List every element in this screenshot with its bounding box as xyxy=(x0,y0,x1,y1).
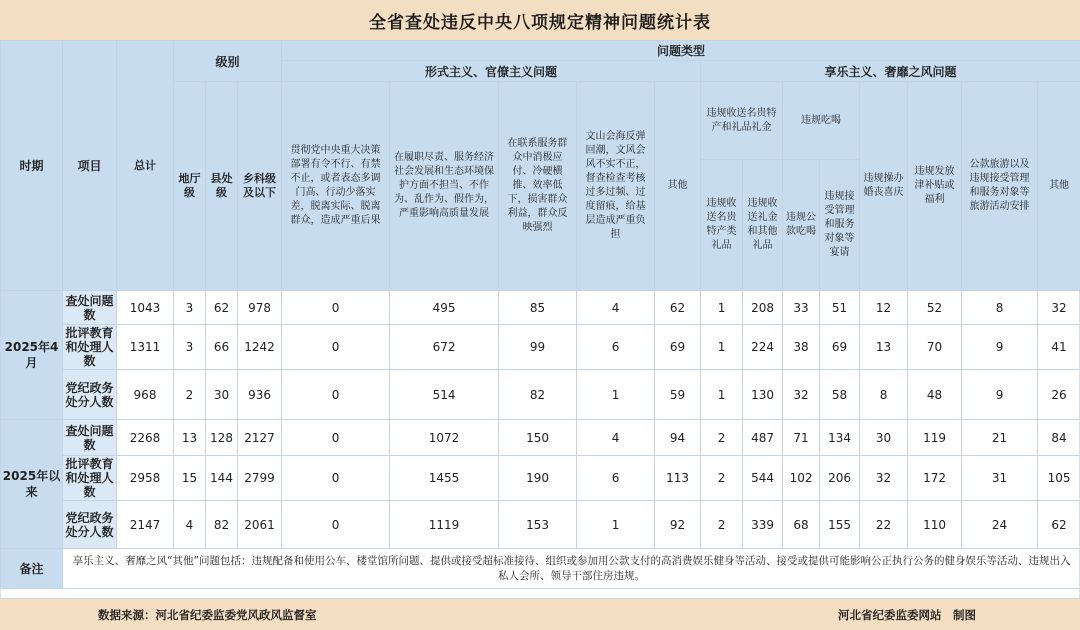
header-gift: 违规收送名贵特产和礼品礼金 xyxy=(701,82,783,160)
table-cell: 1455 xyxy=(390,456,499,501)
table-cell: 339 xyxy=(743,501,783,549)
table-cell: 12 xyxy=(860,291,908,325)
table-cell: 69 xyxy=(655,325,701,370)
header-formalism-2: 在履职尽责、服务经济社会发展和生态环境保护方面不担当、不作为、乱作为、假作为，严重影响高质量发展 xyxy=(390,82,499,291)
table-cell: 153 xyxy=(499,501,577,549)
table-cell: 2147 xyxy=(117,501,174,549)
table-cell: 110 xyxy=(908,501,962,549)
table-cell: 1043 xyxy=(117,291,174,325)
table-cell: 208 xyxy=(743,291,783,325)
header-level-xc: 县处级 xyxy=(206,82,238,291)
table-cell: 155 xyxy=(820,501,860,549)
table-cell: 2 xyxy=(701,501,743,549)
table-cell: 0 xyxy=(282,501,390,549)
table-cell: 224 xyxy=(743,325,783,370)
table-cell: 58 xyxy=(820,370,860,420)
header-problem-type: 问题类型 xyxy=(282,41,1080,61)
header-travel: 公款旅游以及违规接受管理和服务对象等旅游活动安排 xyxy=(962,82,1038,291)
table-cell: 4 xyxy=(174,501,206,549)
table-cell: 968 xyxy=(117,370,174,420)
header-period: 时期 xyxy=(1,41,63,291)
table-cell: 70 xyxy=(908,325,962,370)
table-cell: 9 xyxy=(962,325,1038,370)
table-cell: 8 xyxy=(860,370,908,420)
header-formalism-3: 在联系服务群众中消极应付、冷硬横推、效率低下，损害群众利益，群众反映强烈 xyxy=(499,82,577,291)
table-cell: 134 xyxy=(820,420,860,456)
table-cell: 936 xyxy=(238,370,282,420)
header-formalism: 形式主义、官僚主义问题 xyxy=(282,61,701,82)
table-cell: 6 xyxy=(577,456,655,501)
header-hedonism-other: 其他 xyxy=(1038,82,1080,291)
table-cell: 105 xyxy=(1038,456,1080,501)
table-cell: 1119 xyxy=(390,501,499,549)
table-cell: 150 xyxy=(499,420,577,456)
table-cell: 82 xyxy=(206,501,238,549)
note-text: 享乐主义、奢靡之风“其他”问题包括：违规配备和使用公车、楼堂馆所问题、提供或接受超标准接待、组织或参加用公款支付的高消费娱乐健身等活动、接受或提供可能影响公正执行公务的健身娱乐等活动、违规出入私人会所、领导干部住房违规。 xyxy=(63,549,1080,589)
table-cell: 6 xyxy=(577,325,655,370)
table-row xyxy=(1,291,1080,325)
table-cell: 13 xyxy=(174,420,206,456)
table-cell: 1 xyxy=(701,325,743,370)
table-cell: 68 xyxy=(783,501,820,549)
header-gift-b: 违规收送礼金和其他礼品 xyxy=(743,160,783,291)
table-cell: 544 xyxy=(743,456,783,501)
table-cell: 85 xyxy=(499,291,577,325)
table-cell: 0 xyxy=(282,325,390,370)
header-item: 项目 xyxy=(63,41,117,291)
table-cell: 8 xyxy=(962,291,1038,325)
table-cell: 9 xyxy=(962,370,1038,420)
period-label: 2025年4月 xyxy=(1,291,63,420)
page-title: 全省查处违反中央八项规定精神问题统计表 xyxy=(369,8,711,33)
table-cell: 978 xyxy=(238,291,282,325)
table-cell: 38 xyxy=(783,325,820,370)
table-cell: 30 xyxy=(860,420,908,456)
table-cell: 1311 xyxy=(117,325,174,370)
table-cell: 2268 xyxy=(117,420,174,456)
table-row xyxy=(1,501,1080,549)
table-cell: 4 xyxy=(577,420,655,456)
table-cell: 66 xyxy=(206,325,238,370)
table-cell: 1 xyxy=(701,370,743,420)
header-eat: 违规吃喝 xyxy=(783,82,860,160)
table-cell: 1 xyxy=(701,291,743,325)
table-cell: 24 xyxy=(962,501,1038,549)
table-cell: 2 xyxy=(174,370,206,420)
data-source: 数据来源：河北省纪委监委党风政风监督室 xyxy=(98,607,317,623)
period-label: 2025年以来 xyxy=(1,420,63,549)
row-label: 批评教育和处理人数 xyxy=(63,325,117,370)
table-cell: 1 xyxy=(577,370,655,420)
table-cell: 1 xyxy=(577,501,655,549)
footer-bar xyxy=(0,598,1080,630)
table-cell: 2958 xyxy=(117,456,174,501)
table-cell: 41 xyxy=(1038,325,1080,370)
table-cell: 0 xyxy=(282,456,390,501)
title-bar xyxy=(0,0,1080,41)
table-cell: 30 xyxy=(206,370,238,420)
table-cell: 3 xyxy=(174,325,206,370)
table-cell: 32 xyxy=(1038,291,1080,325)
header-level-xk: 乡科级及以下 xyxy=(238,82,282,291)
header-eat-b: 违规接受管理和服务对象等宴请 xyxy=(820,160,860,291)
table-cell: 31 xyxy=(962,456,1038,501)
table-cell: 71 xyxy=(783,420,820,456)
table-cell: 62 xyxy=(1038,501,1080,549)
table-cell: 190 xyxy=(499,456,577,501)
table-cell: 13 xyxy=(860,325,908,370)
table-cell: 130 xyxy=(743,370,783,420)
table-cell: 102 xyxy=(783,456,820,501)
statistics-table xyxy=(0,40,1080,589)
table-cell: 514 xyxy=(390,370,499,420)
table-cell: 1242 xyxy=(238,325,282,370)
table-cell: 487 xyxy=(743,420,783,456)
table-row xyxy=(1,420,1080,456)
header-formalism-1: 贯彻党中央重大决策部署有令不行、有禁不止，或者表态多调门高、行动少落实差，脱离实际、脱离群众，造成严重后果 xyxy=(282,82,390,291)
table-cell: 22 xyxy=(860,501,908,549)
table-cell: 59 xyxy=(655,370,701,420)
table-cell: 99 xyxy=(499,325,577,370)
row-label: 查处问题数 xyxy=(63,291,117,325)
row-label: 党纪政务处分人数 xyxy=(63,370,117,420)
header-formalism-4: 文山会海反弹回潮，文风会风不实不正，督查检查考核过多过频、过度留痕，给基层造成严重负担 xyxy=(577,82,655,291)
row-label: 党纪政务处分人数 xyxy=(63,501,117,549)
header-allowance: 违规发放津补贴或福利 xyxy=(908,82,962,291)
table-cell: 33 xyxy=(783,291,820,325)
table-cell: 144 xyxy=(206,456,238,501)
table-row xyxy=(1,370,1080,420)
table-cell: 172 xyxy=(908,456,962,501)
table-cell: 62 xyxy=(206,291,238,325)
table-cell: 1072 xyxy=(390,420,499,456)
row-label: 批评教育和处理人数 xyxy=(63,456,117,501)
table-cell: 69 xyxy=(820,325,860,370)
table-cell: 32 xyxy=(783,370,820,420)
table-cell: 2 xyxy=(701,456,743,501)
header-wedding: 违规操办婚丧喜庆 xyxy=(860,82,908,291)
table-cell: 51 xyxy=(820,291,860,325)
header-formalism-other: 其他 xyxy=(655,82,701,291)
row-label: 查处问题数 xyxy=(63,420,117,456)
header-gift-a: 违规收送名贵特产类礼品 xyxy=(701,160,743,291)
table-cell: 206 xyxy=(820,456,860,501)
table-cell: 62 xyxy=(655,291,701,325)
table-row xyxy=(1,325,1080,370)
note-row xyxy=(1,549,1080,589)
table-cell: 0 xyxy=(282,291,390,325)
header-level: 级别 xyxy=(174,41,282,82)
table-cell: 4 xyxy=(577,291,655,325)
table-cell: 48 xyxy=(908,370,962,420)
header-hedonism: 享乐主义、奢靡之风问题 xyxy=(701,61,1080,82)
table-cell: 82 xyxy=(499,370,577,420)
header-level-dt: 地厅级 xyxy=(174,82,206,291)
table-cell: 94 xyxy=(655,420,701,456)
table-cell: 21 xyxy=(962,420,1038,456)
table-cell: 32 xyxy=(860,456,908,501)
table-cell: 2799 xyxy=(238,456,282,501)
table-cell: 0 xyxy=(282,370,390,420)
table-cell: 0 xyxy=(282,420,390,456)
table-cell: 2 xyxy=(701,420,743,456)
table-cell: 2061 xyxy=(238,501,282,549)
table-cell: 128 xyxy=(206,420,238,456)
table-cell: 15 xyxy=(174,456,206,501)
note-label: 备注 xyxy=(1,549,63,589)
header-total: 总计 xyxy=(117,41,174,291)
table-cell: 672 xyxy=(390,325,499,370)
table-cell: 84 xyxy=(1038,420,1080,456)
table-cell: 119 xyxy=(908,420,962,456)
table-row xyxy=(1,456,1080,501)
header-eat-a: 违规公款吃喝 xyxy=(783,160,820,291)
table-cell: 26 xyxy=(1038,370,1080,420)
table-cell: 52 xyxy=(908,291,962,325)
table-cell: 113 xyxy=(655,456,701,501)
table-cell: 92 xyxy=(655,501,701,549)
table-cell: 3 xyxy=(174,291,206,325)
table-cell: 2127 xyxy=(238,420,282,456)
table-cell: 495 xyxy=(390,291,499,325)
made-by: 河北省纪委监委网站 制图 xyxy=(838,607,976,623)
